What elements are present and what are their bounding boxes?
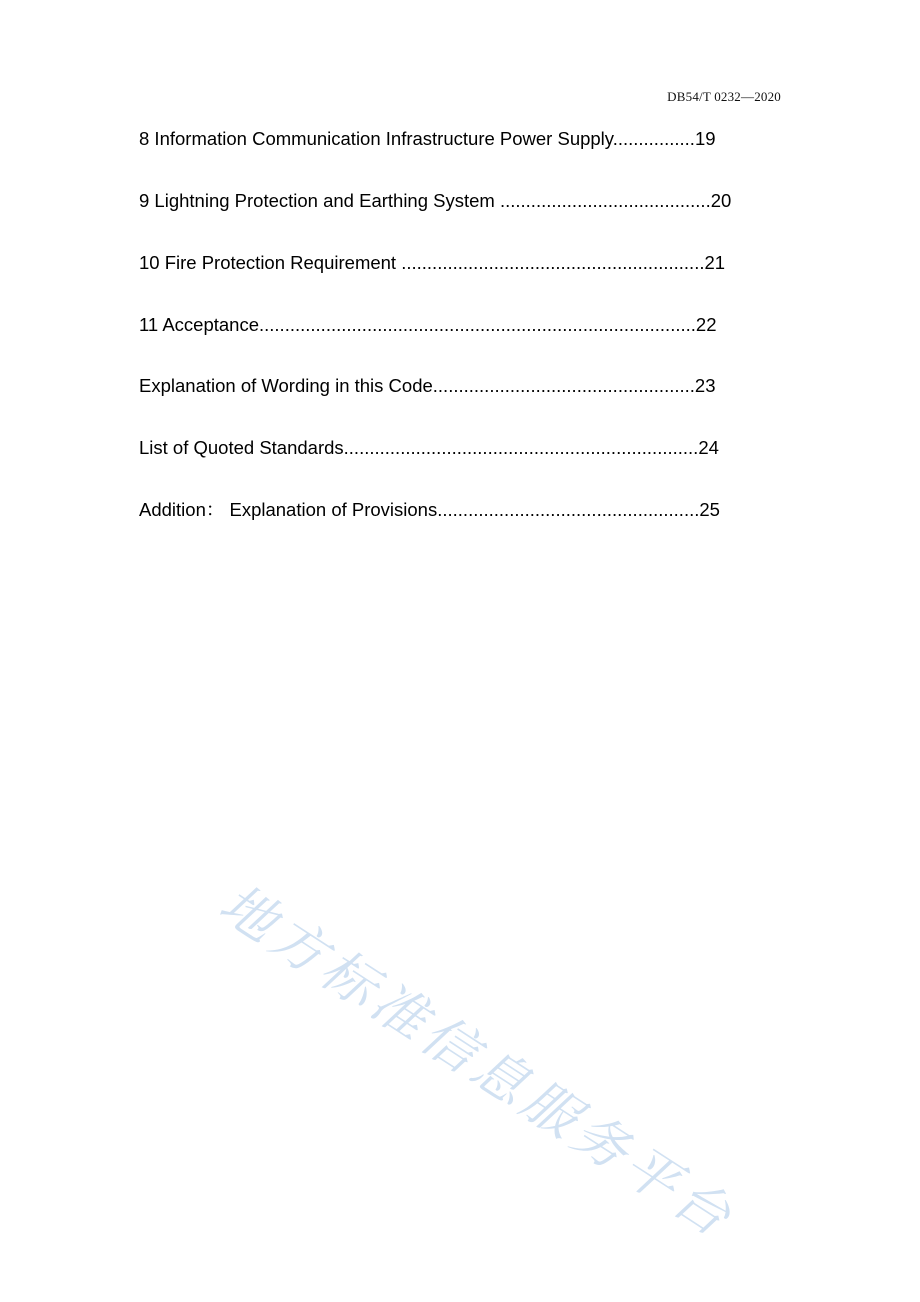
toc-entry-title: 9 Lightning Protection and Earthing System <box>139 190 500 211</box>
toc-entry-page: 24 <box>698 437 719 458</box>
toc-entry-leader: ................................................... <box>437 499 700 520</box>
toc-entry-title: 10 Fire Protection Requirement <box>139 252 402 273</box>
standard-code: DB54/T 0232—2020 <box>667 89 781 104</box>
toc-entry-leader: ................................................... <box>432 375 695 396</box>
toc-entry-leader: ........................................................... <box>401 252 705 273</box>
toc-entry-page: 20 <box>710 190 732 211</box>
toc-entry[interactable] <box>139 124 716 154</box>
toc-entry-page: 23 <box>694 375 716 396</box>
toc-entry[interactable] <box>139 495 720 525</box>
toc-entry[interactable] <box>139 371 716 401</box>
toc-entry-title: 8 Information Communication Infrastructure Power Supply <box>139 128 613 149</box>
toc-entry-title: 11 Acceptance <box>139 314 259 335</box>
toc-entry-leader: ..................................................................... <box>343 437 699 458</box>
toc-entry-leader: ..................................................................................... <box>259 314 696 335</box>
toc-entry-leader: ......................................... <box>499 190 711 211</box>
toc-entry-page: 22 <box>695 314 717 335</box>
toc-entry[interactable] <box>139 186 731 216</box>
toc-entry-title: Explanation of Wording in this Code <box>139 375 433 396</box>
toc-entry-page: 25 <box>699 499 720 520</box>
toc-entry-page: 21 <box>704 252 726 273</box>
toc-entry[interactable] <box>139 433 719 463</box>
toc-entry-title: Addition： Explanation of Provisions <box>139 499 438 520</box>
toc-entry[interactable] <box>139 248 725 278</box>
toc-entry-title: List of Quoted Standards <box>139 437 344 458</box>
toc-entry-leader: ................ <box>612 128 695 149</box>
toc-entry-page: 19 <box>694 128 716 149</box>
watermark: 地方标准信息服务平台 <box>208 871 747 1252</box>
toc-entry[interactable] <box>139 310 716 340</box>
